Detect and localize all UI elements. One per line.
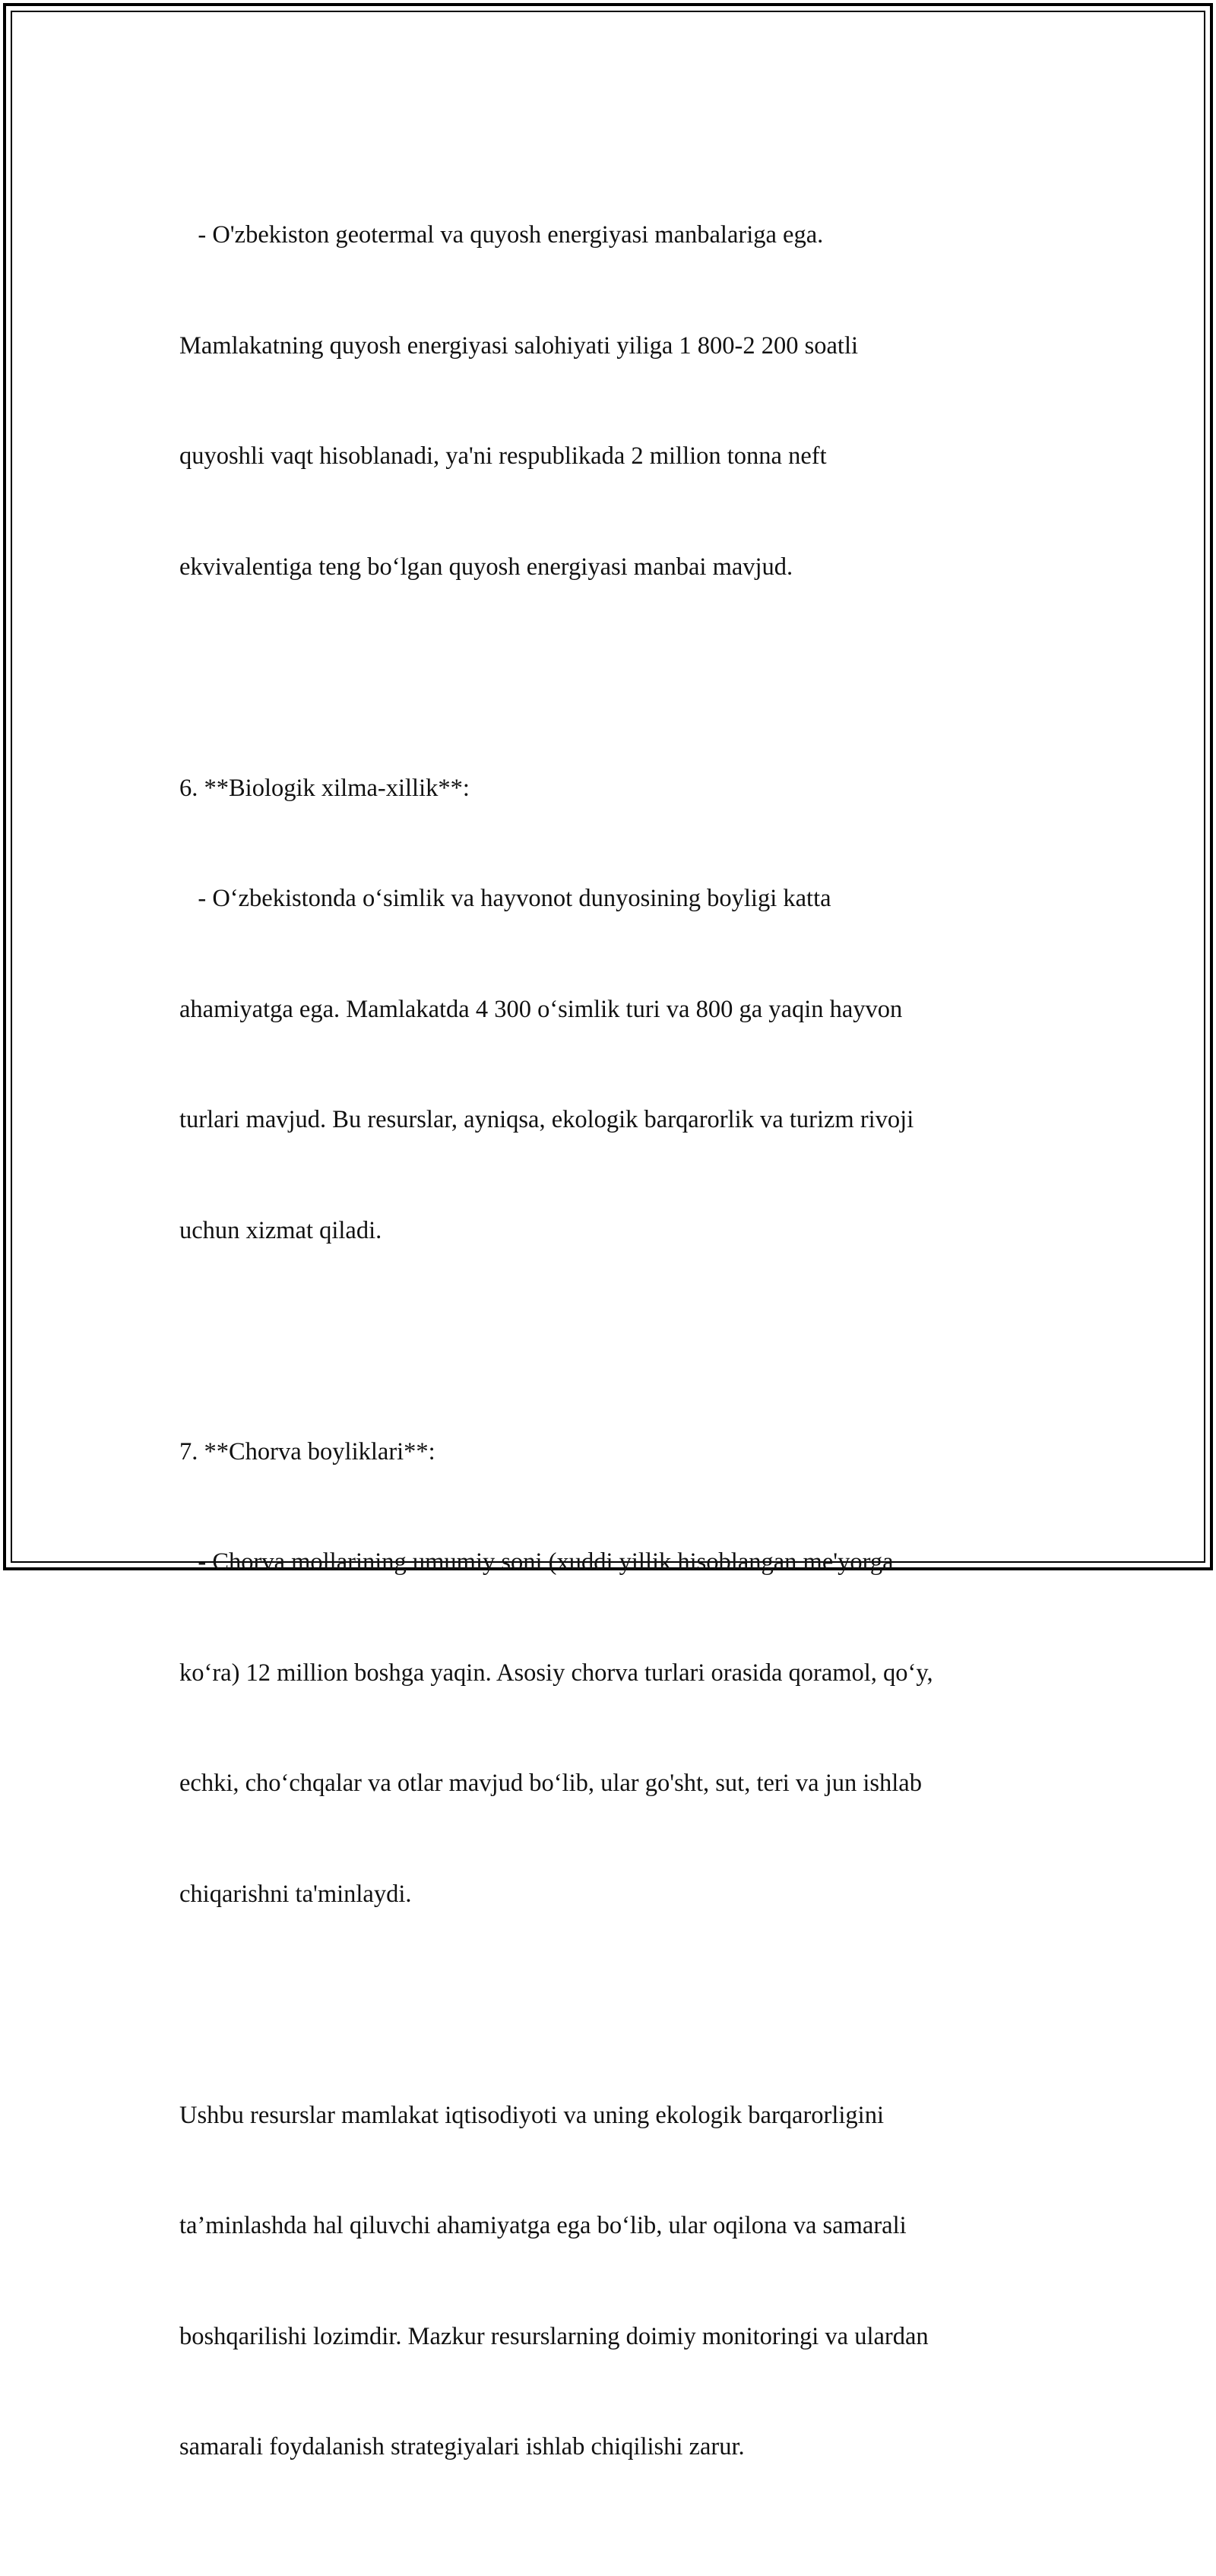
- text-line: turlari mavjud. Bu resurslar, ayniqsa, ekologik barqarorlik va turizm rivoji: [179, 1106, 914, 1133]
- text-line: ahamiyatga ega. Mamlakatda 4 300 o‘simlik turi va 800 ga yaqin hayvon: [179, 995, 903, 1023]
- text-line: ta’minlashda hal qiluvchi ahamiyatga ega bo‘lib, ular oqilona va samarali: [179, 2212, 907, 2239]
- text-line: boshqarilishi lozimdir. Mazkur resurslarning doimiy monitoringi va ulardan: [179, 2322, 929, 2350]
- section-heading: 7. **Chorva boyliklari**:: [179, 1437, 435, 1465]
- text-line: uchun xizmat qiladi.: [179, 1216, 382, 1244]
- paragraph-conclusion: [179, 2023, 1053, 2540]
- text-line: ekvivalentiga teng bo‘lgan quyosh energiyasi manbai mavjud.: [179, 553, 793, 581]
- text-line: samarali foydalanish strategiyalari ishlab chiqilishi zarur.: [179, 2433, 745, 2460]
- text-line: ko‘ra) 12 million boshga yaqin. Asosiy chorva turlari orasida qoramol, qo‘y,: [179, 1659, 933, 1687]
- text-line: - O‘zbekistonda o‘simlik va hayvonot dunyosining boyligi katta: [179, 885, 831, 912]
- paragraph-solar-energy: [179, 143, 1053, 659]
- text-line: chiqarishni ta'minlaydi.: [179, 1880, 412, 1908]
- text-line: quyoshli vaqt hisoblanadi, ya'ni respublikada 2 million tonna neft: [179, 442, 827, 470]
- text-line: Ushbu resurslar mamlakat iqtisodiyoti va uning ekologik barqarorligini: [179, 2101, 884, 2129]
- paragraph-biodiversity: [179, 696, 1053, 1323]
- text-line: echki, cho‘chqalar va otlar mavjud bo‘lib, ular go'sht, sut, teri va jun ishlab: [179, 1770, 922, 1797]
- document-body: [179, 143, 1053, 2576]
- text-line: - O'zbekiston geotermal va quyosh energiyasi manbalariga ega.: [179, 221, 824, 249]
- text-line: Mamlakatning quyosh energiyasi salohiyati yiliga 1 800-2 200 soatli: [179, 331, 859, 360]
- paragraph-livestock: [179, 1360, 1053, 1987]
- section-heading: 6. **Biologik xilma-xillik**:: [179, 774, 470, 802]
- text-line: - Chorva mollarining umumiy soni (xuddi yillik hisoblangan me'yorga: [179, 1548, 894, 1576]
